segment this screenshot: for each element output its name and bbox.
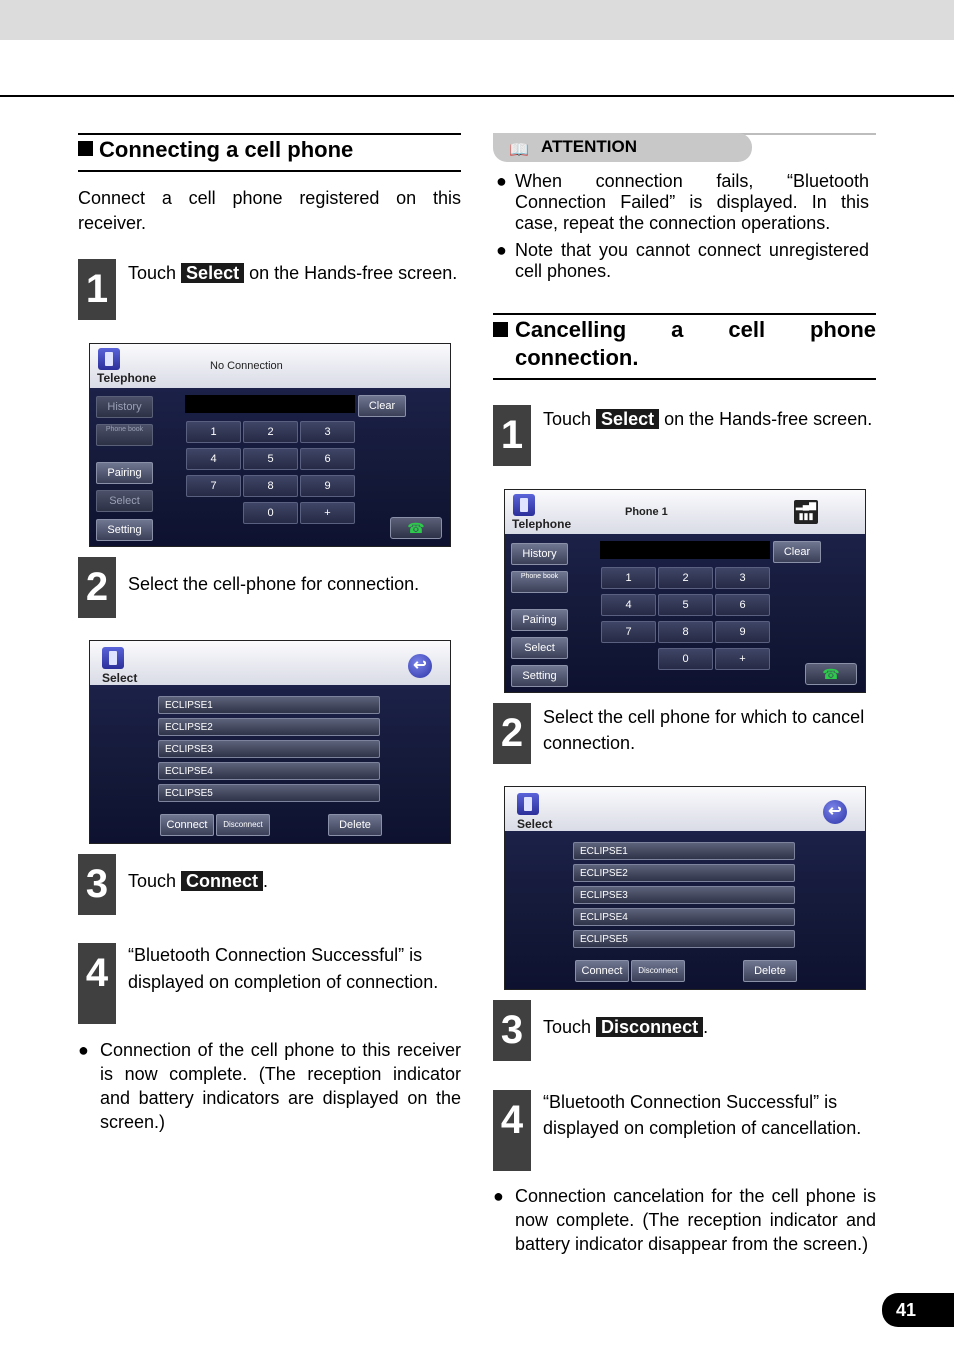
step-4-text: “Bluetooth Connection Successful” is displayed on completion of cancellation. bbox=[543, 1092, 862, 1138]
key-0[interactable]: 0 bbox=[658, 648, 713, 670]
device-row[interactable]: ECLIPSE4 bbox=[158, 762, 380, 780]
step-number-4: 4 bbox=[493, 1090, 531, 1171]
disconnect-button[interactable]: Disconnect bbox=[216, 814, 270, 836]
key-8[interactable]: 8 bbox=[658, 621, 713, 643]
key-3[interactable]: 3 bbox=[715, 567, 770, 589]
disconnect-button-label: Disconnect bbox=[596, 1017, 703, 1037]
key-5[interactable]: 5 bbox=[243, 448, 298, 470]
step-number-4: 4 bbox=[78, 943, 116, 1024]
section-heading-cancelling: Cancelling a cell phone connection. bbox=[493, 313, 876, 380]
phone-app-icon bbox=[98, 348, 120, 370]
step-number-3: 3 bbox=[493, 1000, 531, 1061]
connection-status: No Connection bbox=[210, 360, 283, 372]
device-row[interactable]: ECLIPSE4 bbox=[573, 908, 795, 926]
delete-button[interactable]: Delete bbox=[328, 814, 382, 836]
bullet-icon: ● bbox=[78, 1040, 89, 1060]
setting-button[interactable]: Setting bbox=[511, 665, 568, 687]
device-row[interactable]: ECLIPSE2 bbox=[158, 718, 380, 736]
book-icon: 📖 bbox=[509, 142, 529, 159]
pairing-button[interactable]: Pairing bbox=[511, 609, 568, 631]
key-2[interactable]: 2 bbox=[243, 421, 298, 443]
step-4-text: “Bluetooth Connection Successful” is displayed on completion of connection. bbox=[128, 945, 439, 992]
select-app-icon bbox=[517, 793, 539, 815]
key-1[interactable]: 1 bbox=[186, 421, 241, 443]
call-button[interactable] bbox=[390, 517, 442, 539]
select-button-label: Select bbox=[181, 263, 244, 283]
key-2[interactable]: 2 bbox=[658, 567, 713, 589]
key-4[interactable]: 4 bbox=[601, 594, 656, 616]
delete-button[interactable]: Delete bbox=[743, 960, 797, 982]
step-number-3: 3 bbox=[78, 854, 116, 915]
cancellation-complete-note: ● Connection cancelation for the cell phone is now complete. (The reception indicator and battery indicator disappear from the screen.) bbox=[493, 1186, 876, 1254]
key-plus[interactable]: + bbox=[715, 648, 770, 670]
key-8[interactable]: 8 bbox=[243, 475, 298, 497]
connected-phone-name: Phone 1 bbox=[625, 506, 668, 518]
select-button[interactable]: Select bbox=[96, 490, 153, 512]
key-7[interactable]: 7 bbox=[601, 621, 656, 643]
setting-button[interactable]: Setting bbox=[96, 519, 153, 541]
step-1-text: Touch Select on the Hands-free screen. bbox=[543, 409, 873, 429]
attention-label: ATTENTION bbox=[541, 137, 638, 156]
phone-handset-icon: ☎ bbox=[822, 666, 840, 682]
connect-button[interactable]: Connect bbox=[160, 814, 214, 836]
phone-handset-icon: ☎ bbox=[407, 520, 425, 536]
clear-button[interactable]: Clear bbox=[773, 541, 821, 563]
connect-button-label: Connect bbox=[181, 871, 263, 891]
key-plus[interactable]: + bbox=[300, 502, 355, 524]
phonebook-button[interactable]: Phone book bbox=[511, 571, 568, 593]
telephone-screen-no-connection: Telephone No Connection History Phone book Pairing Select Setting Clear 1 2 3 4 5 6 7 8 9 0 + ☎ bbox=[89, 343, 451, 547]
step-2-text: Select the cell phone for which to cancel connection. bbox=[543, 707, 865, 753]
step-3-text: Touch Disconnect . bbox=[543, 1017, 709, 1037]
attention-item: ● Note that you cannot connect unregistered cell phones. bbox=[496, 240, 869, 281]
attention-item: ● When connection fails, “Bluetooth Connection Failed” is displayed. In this case, repeat the connection operations. bbox=[496, 171, 869, 233]
select-screen-connect: Select ↩ ECLIPSE1 ECLIPSE2 ECLIPSE3 ECLIPSE4 ECLIPSE5 Connect Disconnect Delete bbox=[89, 640, 451, 844]
key-9[interactable]: 9 bbox=[300, 475, 355, 497]
history-button[interactable]: History bbox=[511, 543, 568, 565]
phonebook-button[interactable]: Phone book bbox=[96, 424, 153, 446]
phone-app-icon bbox=[513, 494, 535, 516]
key-1[interactable]: 1 bbox=[601, 567, 656, 589]
intro-text: Connect a cell phone registered on this receiver. bbox=[78, 188, 461, 233]
key-5[interactable]: 5 bbox=[658, 594, 713, 616]
bullet-icon: ● bbox=[496, 240, 507, 260]
connection-complete-note: ● Connection of the cell phone to this receiver is now complete. (The reception indicator and battery indicators are displayed on the screen.) bbox=[78, 1040, 461, 1132]
device-row[interactable]: ECLIPSE1 bbox=[573, 842, 795, 860]
device-row[interactable]: ECLIPSE3 bbox=[573, 886, 795, 904]
telephone-screen-phone1: Telephone Phone 1 ▂▄▆ ▮▮▮ History Phone book Pairing Select Setting Clear 1 2 3 4 5 6 7 8 9 0 + ☎ bbox=[504, 489, 866, 693]
history-button[interactable]: History bbox=[96, 396, 153, 418]
select-button[interactable]: Select bbox=[511, 637, 568, 659]
number-display bbox=[600, 541, 770, 559]
square-bullet-icon bbox=[493, 322, 508, 337]
device-row[interactable]: ECLIPSE2 bbox=[573, 864, 795, 882]
key-6[interactable]: 6 bbox=[300, 448, 355, 470]
number-display bbox=[185, 395, 355, 413]
clear-button[interactable]: Clear bbox=[358, 395, 406, 417]
step-2-text: Select the cell-phone for connection. bbox=[128, 574, 420, 594]
select-button-label: Select bbox=[596, 409, 659, 429]
select-screen-disconnect: Select ↩ ECLIPSE1 ECLIPSE2 ECLIPSE3 ECLIPSE4 ECLIPSE5 Connect Disconnect Delete bbox=[504, 786, 866, 990]
step-1-text: Touch Select on the Hands-free screen. bbox=[128, 263, 458, 283]
device-row[interactable]: ECLIPSE1 bbox=[158, 696, 380, 714]
disconnect-button[interactable]: Disconnect bbox=[631, 960, 685, 982]
key-9[interactable]: 9 bbox=[715, 621, 770, 643]
step-number-1: 1 bbox=[78, 259, 116, 320]
page-number: 41 bbox=[882, 1293, 954, 1327]
step-3-text: Touch Connect . bbox=[128, 871, 269, 891]
key-0[interactable]: 0 bbox=[243, 502, 298, 524]
header-rule bbox=[0, 95, 954, 97]
key-3[interactable]: 3 bbox=[300, 421, 355, 443]
device-row[interactable]: ECLIPSE5 bbox=[573, 930, 795, 948]
key-4[interactable]: 4 bbox=[186, 448, 241, 470]
device-row[interactable]: ECLIPSE3 bbox=[158, 740, 380, 758]
back-arrow-icon[interactable]: ↩ bbox=[408, 654, 432, 678]
bullet-icon: ● bbox=[496, 171, 507, 191]
signal-battery-icon: ▂▄▆ ▮▮▮ bbox=[794, 500, 818, 524]
top-band bbox=[0, 0, 954, 40]
step-number-1: 1 bbox=[493, 405, 531, 466]
call-button[interactable] bbox=[805, 663, 857, 685]
square-bullet-icon bbox=[78, 141, 93, 156]
back-arrow-icon[interactable]: ↩ bbox=[823, 800, 847, 824]
key-7[interactable]: 7 bbox=[186, 475, 241, 497]
step-number-2: 2 bbox=[78, 557, 116, 618]
select-app-icon bbox=[102, 647, 124, 669]
device-row[interactable]: ECLIPSE5 bbox=[158, 784, 380, 802]
bullet-icon: ● bbox=[493, 1186, 504, 1206]
pairing-button[interactable]: Pairing bbox=[96, 462, 153, 484]
section-heading-connecting: Connecting a cell phone bbox=[78, 133, 461, 172]
connect-button[interactable]: Connect bbox=[575, 960, 629, 982]
step-number-2: 2 bbox=[493, 703, 531, 764]
key-6[interactable]: 6 bbox=[715, 594, 770, 616]
